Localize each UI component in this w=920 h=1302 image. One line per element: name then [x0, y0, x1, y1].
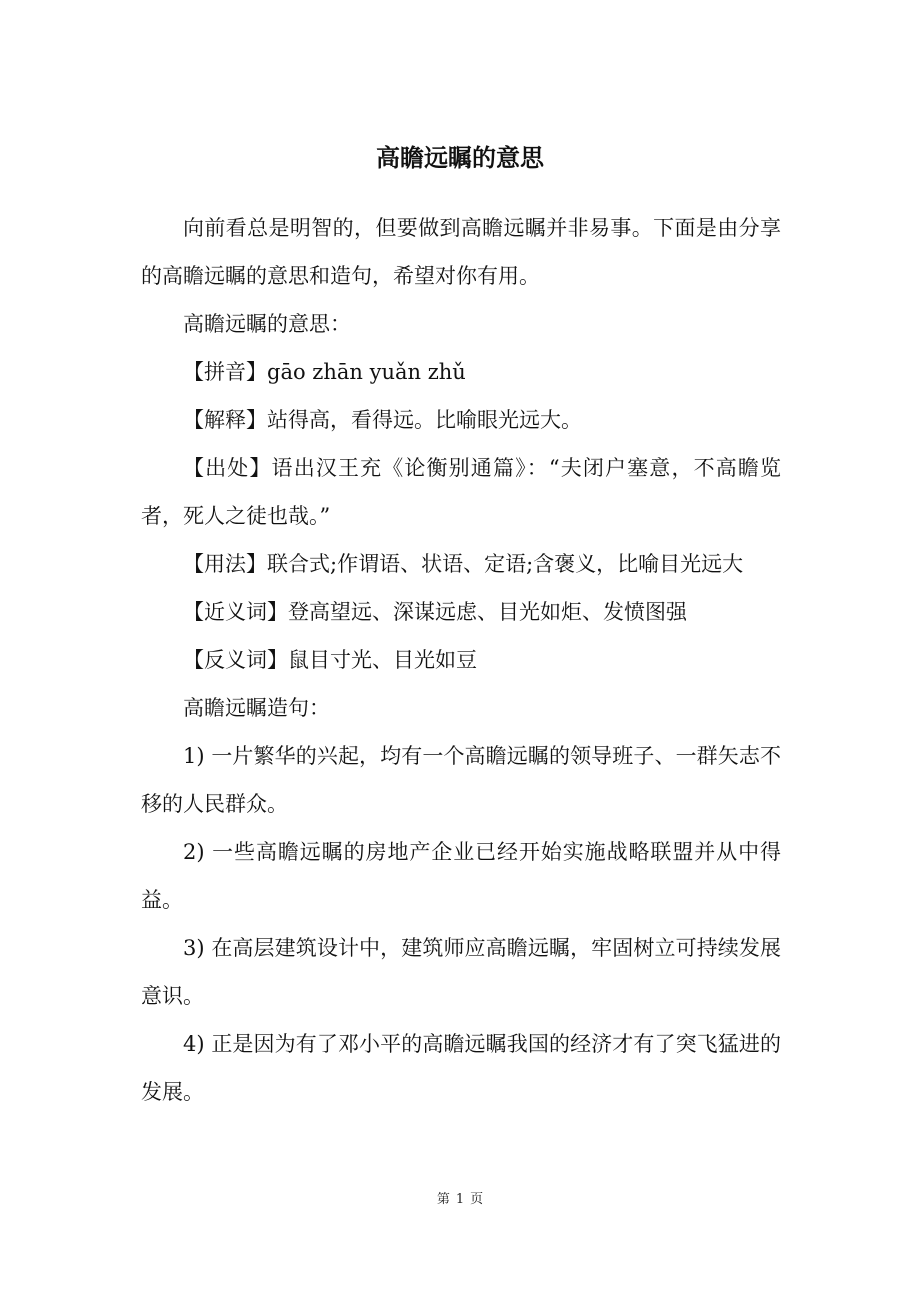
- page-suffix: 页: [470, 1192, 484, 1207]
- document-body: [141, 204, 781, 1116]
- document-title: 高瞻远瞩的意思: [376, 144, 544, 172]
- synonyms-line: 【近义词】登高望远、深谋远虑、目光如炬、发愤图强: [183, 600, 687, 624]
- example-sentence-3: 3) 在高层建筑设计中，建筑师应高瞻远瞩，牢固树立可持续发展意识。: [141, 936, 781, 1008]
- intro-paragraph: 向前看总是明智的，但要做到高瞻远瞩并非易事。下面是由分享的高瞻远瞩的意思和造句，希望对你有用。: [141, 216, 781, 288]
- antonyms-line: 【反义词】鼠目寸光、目光如豆: [183, 648, 477, 672]
- example-sentence-4: 4) 正是因为有了邓小平的高瞻远瞩我国的经济才有了突飞猛进的发展。: [141, 1032, 781, 1104]
- explanation-line: 【解释】站得高，看得远。比喻眼光远大。: [183, 408, 582, 432]
- source-paragraph: 【出处】语出汉王充《论衡别通篇》：“夫闭户塞意，不高瞻览者，死人之徒也哉。”: [141, 456, 781, 528]
- page-number: 1: [455, 1192, 465, 1207]
- pinyin-line: 【拼音】gāo zhān yuǎn zhǔ: [183, 360, 466, 384]
- page-prefix: 第: [436, 1192, 450, 1207]
- examples-heading: 高瞻远瞩造句：: [183, 696, 330, 720]
- example-sentence-2: 2) 一些高瞻远瞩的房地产企业已经开始实施战略联盟并从中得益。: [141, 840, 781, 912]
- page-footer: [0, 1188, 920, 1212]
- example-sentence-1: 1) 一片繁华的兴起，均有一个高瞻远瞩的领导班子、一群矢志不移的人民群众。: [141, 744, 781, 816]
- meaning-heading: 高瞻远瞩的意思：: [183, 312, 351, 336]
- usage-paragraph: 【用法】联合式;作谓语、状语、定语;含褒义，比喻目光远大: [183, 552, 744, 576]
